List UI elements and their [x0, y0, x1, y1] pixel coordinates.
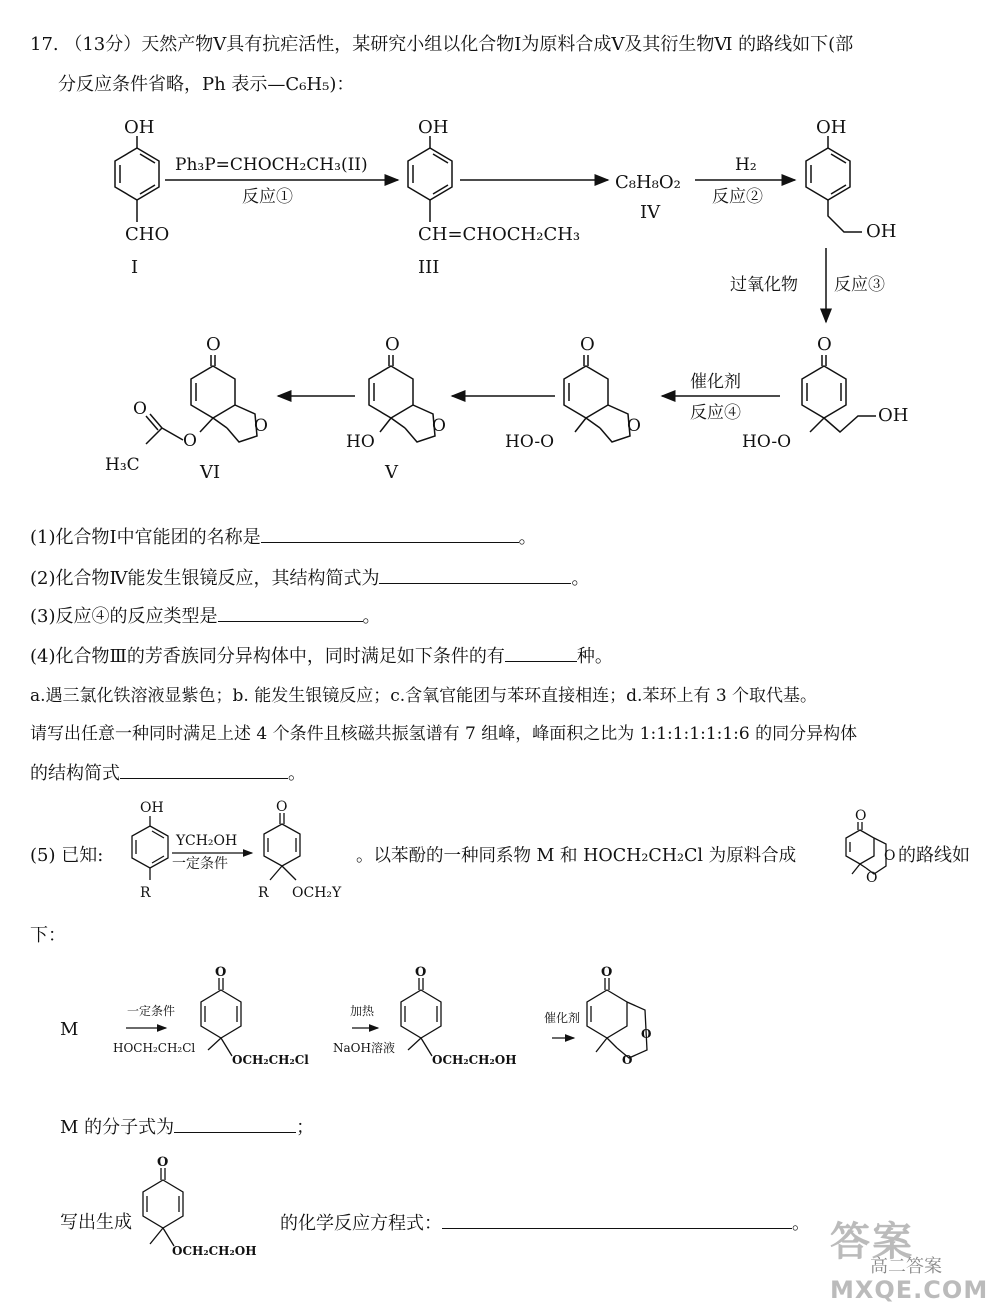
oh-label-chain: OH	[866, 221, 897, 242]
question-3: (3)反应④的反应类型是 。	[30, 606, 381, 627]
reaction-3-label: 反应③	[834, 275, 885, 295]
reaction-2-label: 反应②	[712, 187, 763, 207]
label-iv: IV	[640, 202, 661, 223]
target-ring-o-1: O	[884, 848, 896, 864]
question-5-next: 下：	[30, 925, 66, 946]
route-heat: 加热	[350, 1004, 375, 1018]
question-2: (2)化合物Ⅳ能发生银镜反应，其结构简式为 。	[30, 568, 590, 589]
known-reagent: YCH₂OH	[176, 833, 238, 849]
route-cond1: 一定条件	[127, 1004, 176, 1018]
question-4-nmr-line2: 的结构简式 。	[30, 763, 306, 784]
final-o: O	[157, 1155, 169, 1170]
route-m: M	[60, 1019, 79, 1040]
oh-label-tyrosol: OH	[816, 117, 847, 138]
known-ketone-o: O	[276, 799, 288, 815]
reaction-1-label: 反应①	[242, 187, 293, 207]
answer-blank-7[interactable]	[442, 1212, 792, 1229]
question-5-tail: 的路线如	[898, 845, 970, 866]
question-4: (4)化合物Ⅲ的芳香族同分异构体中，同时满足如下条件的有 种。	[30, 646, 613, 667]
label-i: I	[131, 257, 139, 278]
oh-label-iii: OH	[418, 117, 449, 138]
question-1: (1)化合物Ⅰ中官能团的名称是 。	[30, 527, 537, 548]
equation-question: 的化学反应方程式： 。	[280, 1213, 810, 1234]
route-sub2: OCH₂CH₂OH	[432, 1053, 517, 1067]
route-catalyst: 催化剂	[544, 1011, 581, 1025]
cho-label: CHO	[125, 224, 170, 245]
route-o-3: O	[601, 965, 613, 980]
watermark-url: MXQE.COM	[830, 1276, 989, 1304]
route-reagent1: HOCH₂CH₂Cl	[113, 1041, 196, 1055]
ho-label-v: HO	[346, 432, 375, 452]
ring-o-vi: O	[254, 416, 268, 436]
question-header-line2: 分反应条件省略，Ph 表示—C₆H₅)：	[58, 74, 355, 95]
label-iii: III	[418, 257, 440, 278]
write-label: 写出生成	[60, 1212, 132, 1233]
ester-o-vi: O	[183, 431, 197, 451]
route-o-1: O	[215, 965, 227, 980]
known-oh: OH	[140, 800, 164, 816]
answer-blank-6[interactable]	[174, 1116, 296, 1133]
question-4-conditions: a.遇三氯化铁溶液显紫色；b. 能发生银镜反应；c.含氧官能团与苯环直接相连；d.苯环上有 3 个取代基。	[30, 686, 818, 706]
known-condition: 一定条件	[172, 856, 228, 872]
ketone-o-v: O	[385, 334, 400, 355]
question-5-text: 。以苯酚的一种同系物 M 和 HOCH₂CH₂Cl 为原料合成	[356, 846, 797, 866]
route-sub1: OCH₂CH₂Cl	[232, 1053, 309, 1067]
ring-o-2: O	[627, 416, 641, 436]
hooo-label-2: HO-O	[505, 432, 555, 452]
h2-label: H₂	[735, 155, 757, 175]
watermark-sub: 高二答案	[870, 1256, 942, 1277]
question-header-line1: 17. （13分）天然产物Ⅴ具有抗疟活性，某研究小组以化合物Ⅰ为原料合成Ⅴ及其衍生物Ⅵ 的路线如下(部	[30, 34, 854, 55]
route-o-4: O	[641, 1027, 652, 1041]
reaction-4-label: 反应④	[690, 403, 741, 423]
ch-chain: CH=CHOCH₂CH₃	[418, 224, 581, 245]
final-sub: OCH₂CH₂OH	[172, 1244, 257, 1258]
peroxide-label: 过氧化物	[730, 275, 798, 295]
target-ketone-o: O	[855, 808, 867, 824]
route-o-5: O	[622, 1053, 633, 1067]
known-och2y: OCH₂Y	[292, 885, 342, 901]
ring-o-v: O	[432, 416, 446, 436]
watermark-brand: 答案	[830, 1219, 914, 1265]
h3c-label: H₃C	[105, 455, 140, 475]
ketone-o-vi: O	[206, 334, 221, 355]
label-v: V	[385, 462, 398, 483]
known-r-1: R	[140, 885, 151, 901]
question-4-nmr-line1: 请写出任意一种同时满足上述 4 个条件且核磁共振氢谱有 7 组峰，峰面积之比为 1:1:1:1:1:1:6 的同分异构体	[30, 724, 858, 744]
formula-iv: C₈H₈O₂	[615, 172, 681, 193]
ketone-o-2: O	[580, 334, 595, 355]
oh-label-i: OH	[124, 117, 155, 138]
route-naoh: NaOH溶液	[333, 1041, 395, 1055]
ketone-o-1: O	[817, 334, 832, 355]
reagent-ii: Ph₃P=CHOCH₂CH₃(II)	[175, 155, 368, 175]
m-formula-question: M 的分子式为 ；	[60, 1117, 315, 1138]
target-ring-o-2: O	[866, 870, 878, 886]
known-r-2: R	[258, 885, 269, 901]
label-vi: VI	[200, 462, 221, 483]
question-5-label: (5) 已知:	[30, 845, 104, 866]
catalyst-label: 催化剂	[690, 372, 741, 392]
carbonyl-o-vi: O	[133, 399, 147, 419]
route-o-2: O	[415, 965, 427, 980]
oh-label-dienone: OH	[878, 405, 909, 426]
hooo-label-1: HO-O	[742, 432, 792, 452]
